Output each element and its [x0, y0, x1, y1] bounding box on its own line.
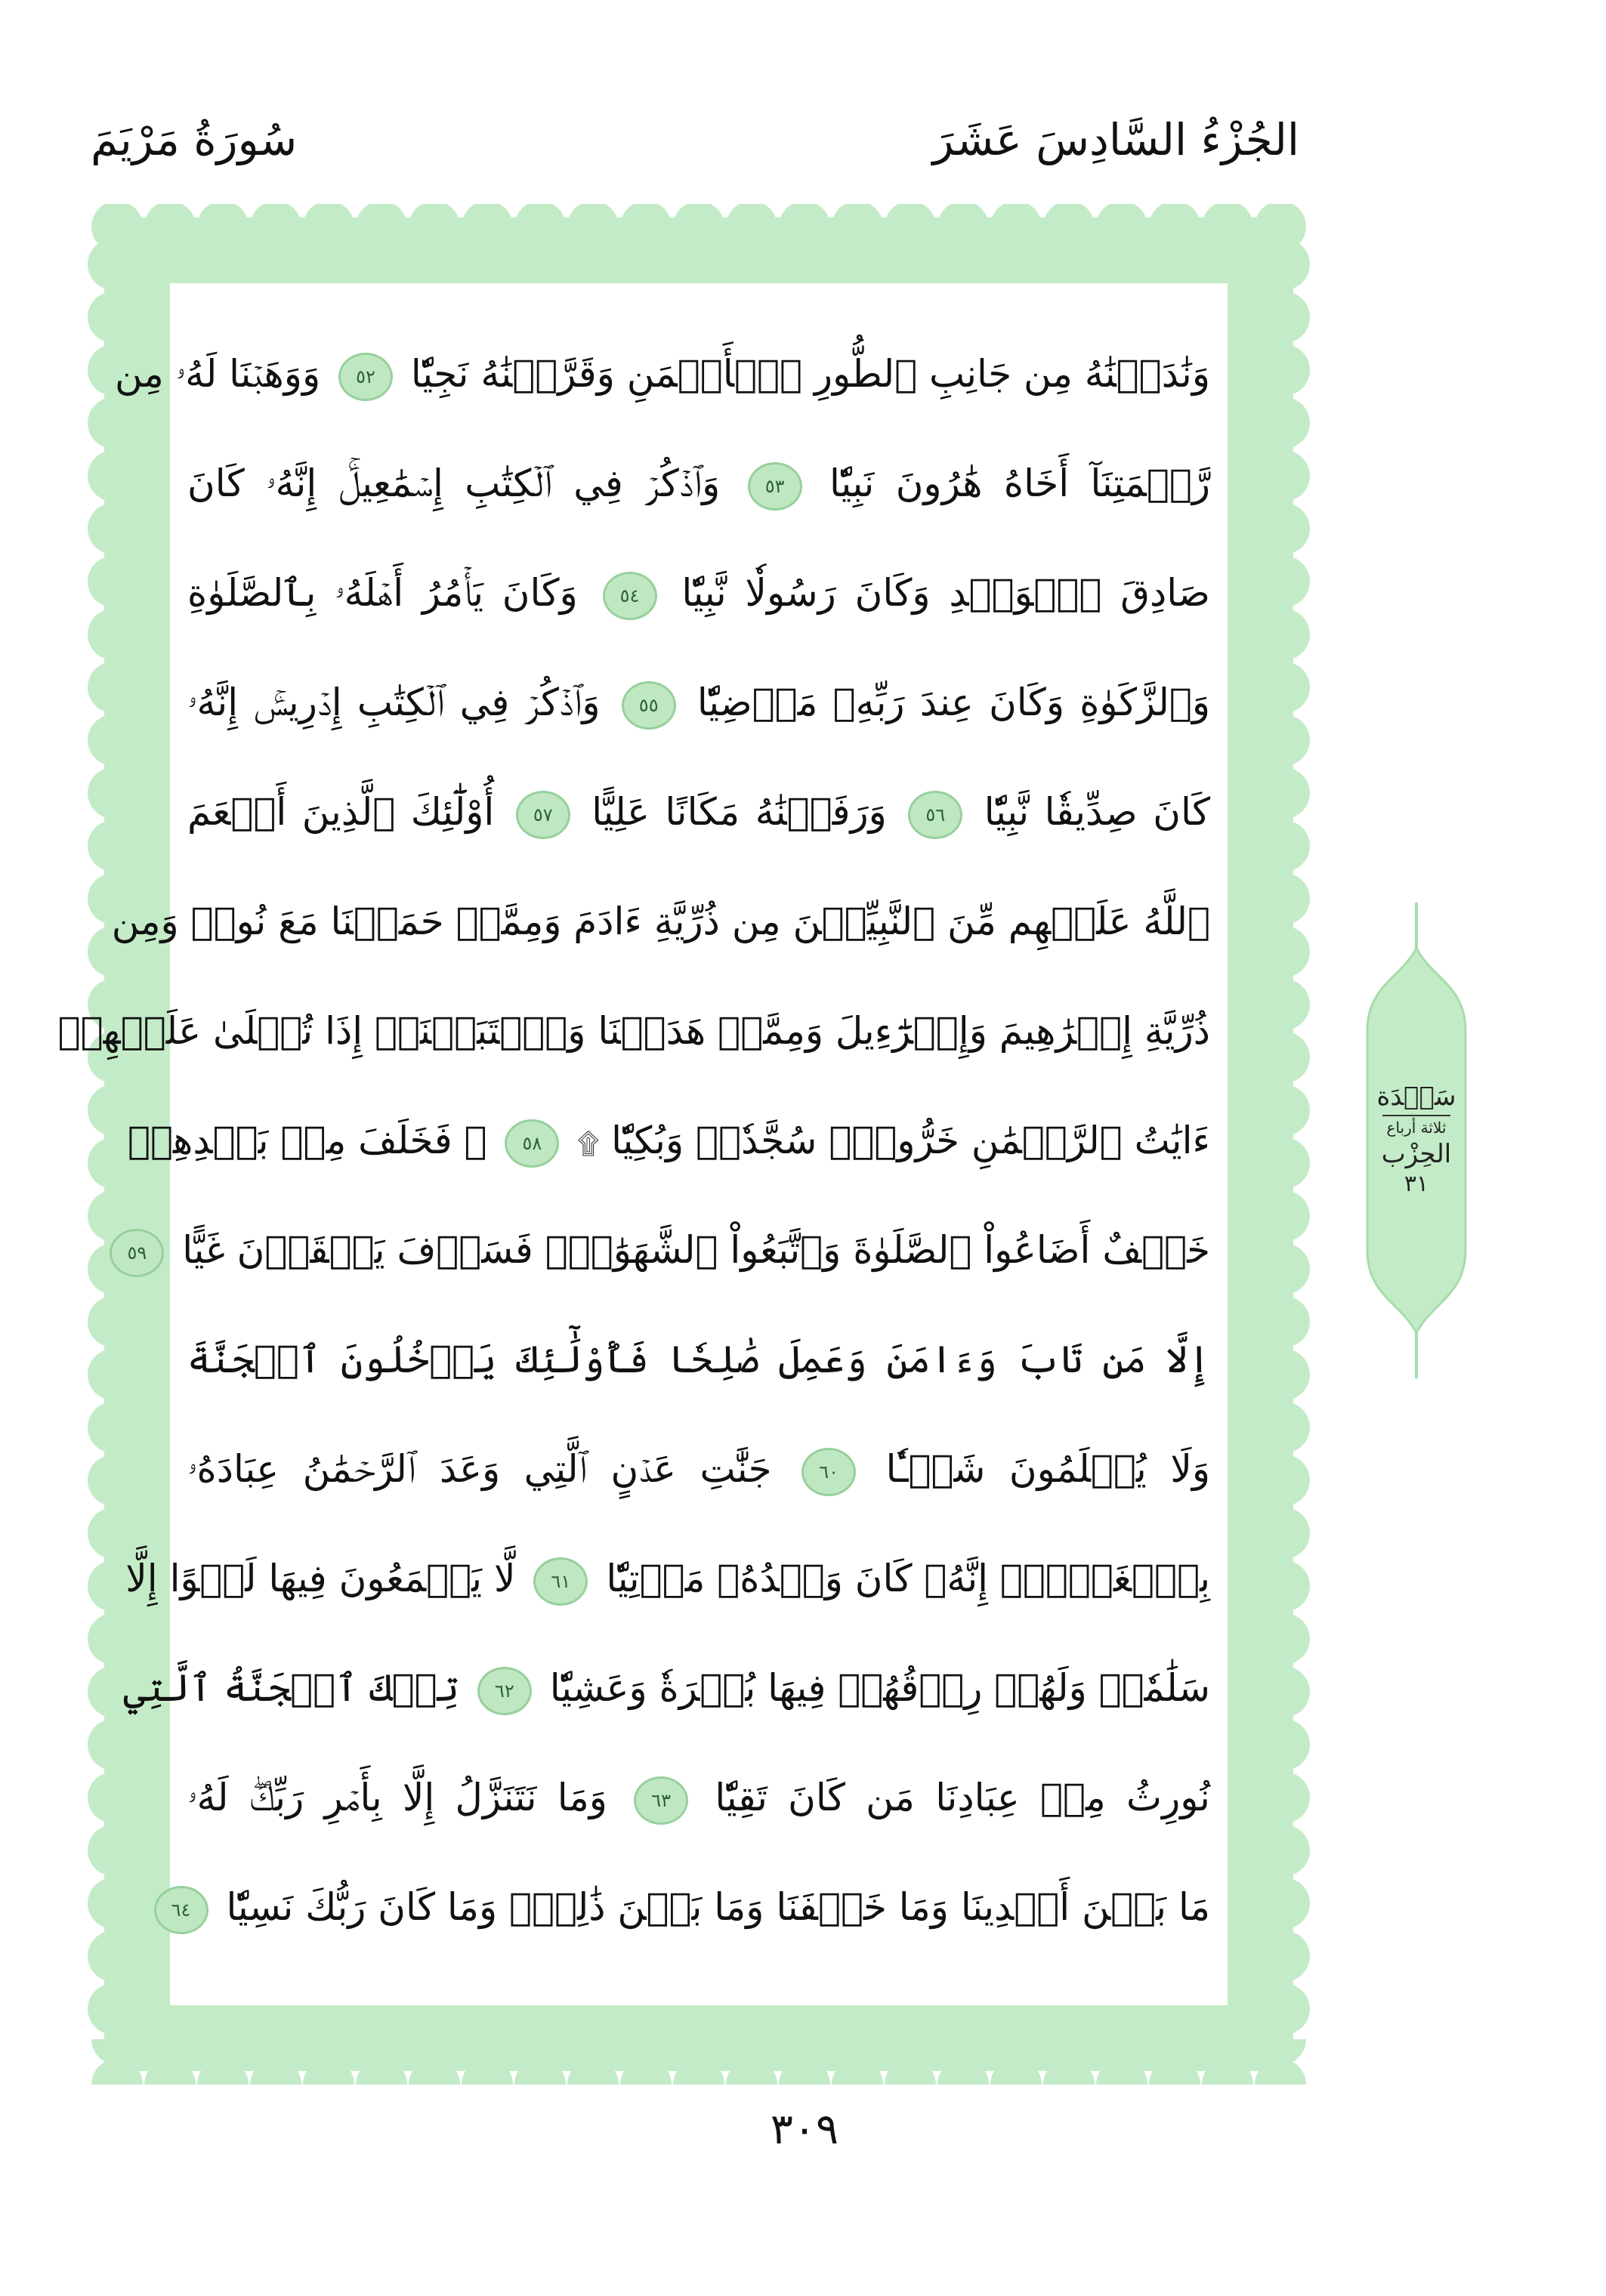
ayah-number-marker: ٥٦: [908, 791, 962, 839]
line-text: بِٱلۡغَيۡبِۚ إِنَّهُۥ كَانَ وَعۡدُهُۥ مَأۡتِيّٗا: [606, 1557, 1210, 1600]
text-line-14: [187, 1760, 1210, 1835]
ayah-number-marker: ٥٤: [603, 572, 657, 620]
ayah-number-marker: ٥٨: [505, 1119, 559, 1168]
line-text: ذُرِّيَّةِ إِبۡرَٰهِيمَ وَإِسۡرَٰٓءِيلَ وَمِمَّنۡ هَدَيۡنَا وَٱجۡتَبَيۡنَآۚ إِذَا تُتۡلَىٰ عَلَيۡهِمۡ: [57, 1009, 1210, 1053]
juz-title: الجُزْءُ السَّادِسَ عَشَرَ: [932, 114, 1299, 165]
line-text: مَا بَيۡنَ أَيۡدِينَا وَمَا خَلۡفَنَا وَمَا بَيۡنَ ذَٰلِكَۚ وَمَا كَانَ رَبُّكَ نَسِيّٗا: [226, 1885, 1210, 1929]
text-line-9: [127, 1212, 1210, 1288]
ayah-number-marker: ٥٩: [110, 1229, 164, 1277]
ayah-number-marker: ٦٤: [154, 1886, 208, 1934]
line-text: ٱللَّهُ عَلَيۡهِم مِّنَ ٱلنَّبِيِّـۧنَ مِن ذُرِّيَّةِ ءَادَمَ وَمِمَّنۡ حَمَلۡنَا مَعَ نُوحٖ وَمِن: [111, 900, 1210, 943]
line-text: سَلَٰمٗاۖ وَلَهُمۡ رِزۡقُهُمۡ فِيهَا بُكۡرَةٗ وَعَشِيّٗا: [549, 1666, 1210, 1710]
line-text: وَرَفَعۡنَٰهُ مَكَانًا عَلِيًّا: [591, 790, 887, 834]
line-text: لَّا يَسۡمَعُونَ فِيهَا لَغۡوًا إِلَّا: [125, 1557, 516, 1600]
line-text: إِلَّا مَن تَابَ وَءَامَنَ وَعَمِلَ صَٰلِحٗا فَأُوْلَٰٓئِكَ يَدۡخُلُونَ ٱلۡجَنَّةَ: [187, 1338, 1210, 1381]
badge-hizb-number: ٣١: [1404, 1171, 1429, 1197]
line-text: أُوْلَٰٓئِكَ ٱلَّذِينَ أَنۡعَمَ: [187, 790, 495, 834]
text-line-3: [187, 555, 1210, 631]
line-text: وَكَانَ يَأۡمُرُ أَهۡلَهُۥ بِٱلصَّلَوٰةِ: [187, 571, 578, 615]
line-text: وَٱذۡكُرۡ فِي ٱلۡكِتَٰبِ إِسۡمَٰعِيلَۚ إِنَّهُۥ كَانَ: [187, 461, 721, 505]
line-text: جَنَّٰتِ عَدۡنٍ ٱلَّتِي وَعَدَ ٱلرَّحۡمَٰنُ عِبَادَهُۥ: [187, 1447, 772, 1491]
text-line-2: [187, 446, 1210, 521]
badge-quarter-label: ثلاثة أرباع: [1386, 1119, 1447, 1137]
line-text: خَلۡفٌ أَضَاعُواْ ٱلصَّلَوٰةَ وَٱتَّبَعُواْ ٱلشَّهَوَٰتِۖ فَسَوۡفَ يَلۡقَوۡنَ غَيًّا: [182, 1228, 1210, 1272]
text-line-1: [114, 336, 1210, 412]
text-line-12: [125, 1541, 1210, 1616]
line-text: وَوَهَبۡنَا لَهُۥ مِن: [114, 352, 321, 396]
line-text: صَادِقَ ٱلۡوَعۡدِ وَكَانَ رَسُولٗا نَّبِيّٗا: [681, 571, 1210, 615]
sajdah-badge-title: سَجۡدَة: [1376, 1082, 1456, 1112]
text-line-15: [171, 1869, 1210, 1945]
line-text: نُورِثُ مِنۡ عِبَادِنَا مَن كَانَ تَقِيّٗا: [715, 1776, 1210, 1819]
line-text: وَٱلزَّكَوٰةِ وَكَانَ عِندَ رَبِّهِۦ مَرۡضِيّٗا: [696, 680, 1210, 724]
text-line-11: [187, 1431, 1210, 1507]
badge-divider: [1382, 1115, 1450, 1116]
ayah-number-marker: ٥٣: [748, 462, 802, 511]
line-text: وَٱذۡكُرۡ فِي ٱلۡكِتَٰبِ إِدۡرِيسَۚ إِنَّهُۥ: [187, 680, 601, 724]
text-line-13: [123, 1650, 1210, 1726]
badge-hizb-label: الحِزْب: [1381, 1139, 1452, 1169]
ayah-number-marker: ٦٣: [634, 1776, 688, 1825]
line-text: كَانَ صِدِّيقٗا نَّبِيّٗا: [984, 790, 1210, 834]
text-line-7: [57, 993, 1210, 1069]
line-text: ۞ فَخَلَفَ مِنۢ بَعۡدِهِمۡ: [128, 1119, 487, 1162]
ayah-number-marker: ٦٠: [801, 1448, 856, 1496]
ayah-number-marker: ٥٢: [338, 353, 393, 401]
ayah-number-marker: ٦٢: [477, 1667, 532, 1715]
text-line-10: [187, 1322, 1210, 1397]
text-line-6: [111, 884, 1210, 959]
line-text: ءَايَٰتُ ٱلرَّحۡمَٰنِ خَرُّواْۤ سُجَّدٗاۤ وَبُكِيّٗا: [611, 1119, 1210, 1162]
surah-title: سُورَةُ مَرْيَمَ: [91, 114, 298, 165]
ayah-number-marker: ٥٧: [516, 791, 570, 839]
line-text: وَلَا يُظۡلَمُونَ شَيۡـٔٗا: [885, 1447, 1211, 1491]
text-line-8: [128, 1103, 1210, 1178]
sajdah-icon: ۩: [577, 1127, 600, 1160]
ayah-number-marker: ٥٥: [622, 681, 676, 730]
line-text: رَّحۡمَتِنَآ أَخَاهُ هَٰرُونَ نَبِيّٗا: [829, 461, 1210, 505]
text-line-4: [187, 665, 1210, 740]
ayah-number-marker: ٦١: [533, 1557, 588, 1606]
text-line-5: [187, 774, 1210, 850]
line-text: تِلۡكَ ٱلۡجَنَّةُ ٱلَّتِي: [123, 1666, 459, 1710]
line-text: وَمَا نَتَنَزَّلُ إِلَّا بِأَمۡرِ رَبِّكَۖ لَهُۥ: [187, 1776, 607, 1819]
line-text: وَنَٰدَيۡنَٰهُ مِن جَانِبِ ٱلطُّورِ ٱلۡأَيۡمَنِ وَقَرَّبۡنَٰهُ نَجِيّٗا: [410, 352, 1210, 396]
page-number: ٣٠٩: [770, 2105, 839, 2154]
